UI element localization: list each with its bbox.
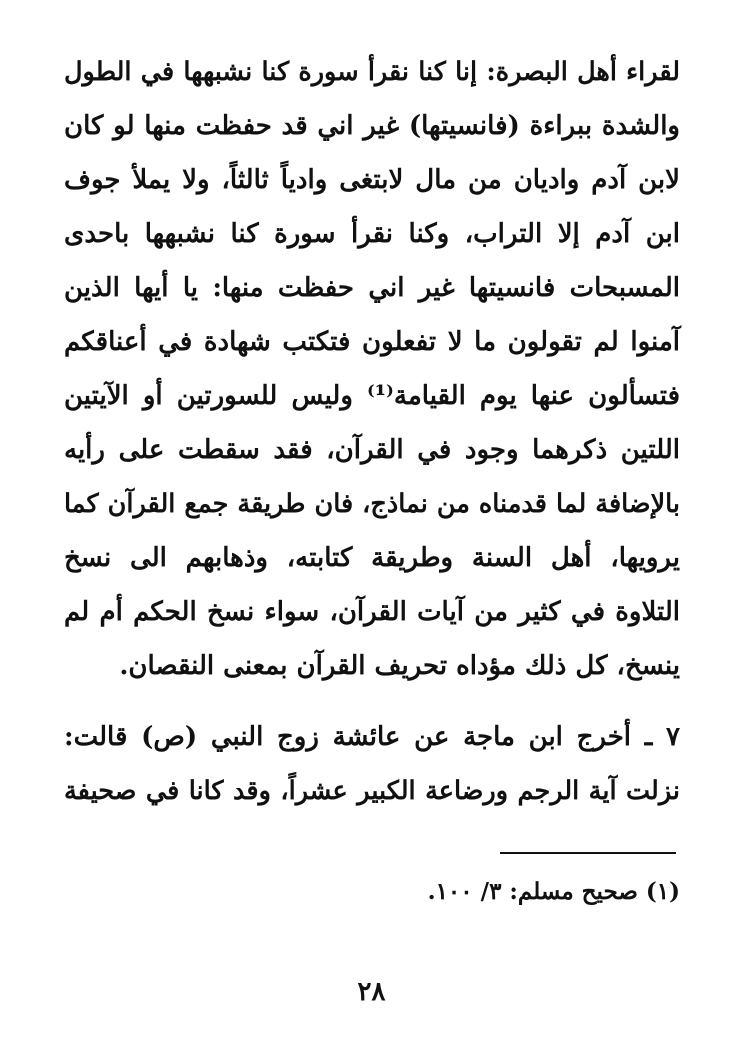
- paragraph-line: لابن آدم واديان من مال لابتغى وادياً ثالثاً، ولا يملأ جوف: [64, 165, 680, 195]
- paragraph-line: لقراء أهل البصرة: إنا كنا نقرأ سورة كنا نشبهها في الطول: [64, 57, 680, 87]
- paragraph-line: ابن آدم إلا التراب، وكنا نقرأ سورة كنا نشبهها باحدى: [64, 219, 680, 249]
- paragraph-line: نزلت آية الرجم ورضاعة الكبير عشراً، وقد كانا في صحيفة: [64, 776, 680, 806]
- paragraph-line: التلاوة في كثير من آيات القرآن، سواء نسخ الحكم أم لم: [64, 597, 680, 627]
- page-number: ٢٨: [357, 977, 386, 1007]
- paragraph-line: يرويها، أهل السنة وطريقة كتابته، وذهابهم الى نسخ: [64, 543, 680, 573]
- paragraph-line: ٧ ـ أخرج ابن ماجة عن عائشة زوج النبي (ص) قالت:: [64, 722, 680, 752]
- paragraph-line: ينسخ، كل ذلك مؤداه تحريف القرآن بمعنى النقصان.: [119, 651, 680, 681]
- paragraph-line: آمنوا لم تقولون ما لا تفعلون فتكتب شهادة في أعناقكم: [64, 327, 680, 357]
- main-paragraph: [64, 45, 680, 693]
- numbered-paragraph: [64, 710, 680, 818]
- paragraph-line: اللتين ذكرهما وجود في القرآن، فقد سقطت على رأيه: [64, 435, 680, 465]
- footnote-divider: [500, 852, 676, 854]
- paragraph-line: والشدة ببراءة (فانسيتها) غير اني قد حفظت منها لو كان: [64, 111, 680, 141]
- footnote: (١) صحيح مسلم: ٣/ ١٠٠.: [427, 878, 680, 905]
- paragraph-line: فتسألون عنها يوم القيامة⁽¹⁾ وليس للسورتين أو الآيتين: [64, 381, 681, 411]
- paragraph-line: بالإضافة لما قدمناه من نماذج، فان طريقة جمع القرآن كما: [64, 489, 680, 519]
- paragraph-line: المسبحات فانسيتها غير اني حفظت منها: يا أيها الذين: [64, 273, 680, 303]
